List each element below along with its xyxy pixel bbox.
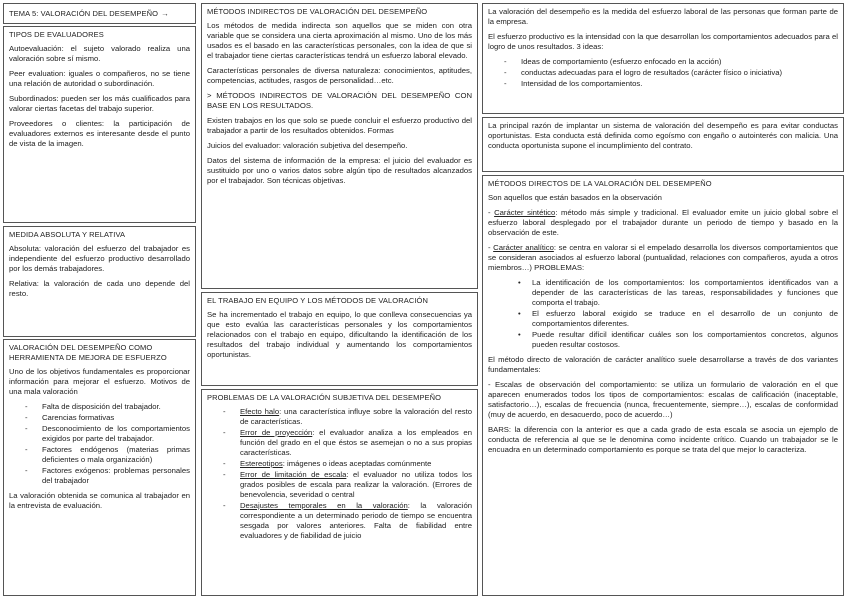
analitico-term: Carácter analítico: [493, 242, 554, 252]
indirectos-title: MÉTODOS INDIRECTOS DE VALORACIÓN DEL DESEMPEÑO: [207, 7, 428, 16]
problemas-box: [201, 389, 478, 596]
list-item: [207, 501, 472, 541]
tipos-p1: Autoevaluación: el sujeto valorado realiza una valoración sobre sí mismo.: [9, 43, 190, 63]
analitico-problemas-list: [488, 278, 838, 350]
list-item: - Factores endógenos (materias primas deficientes o mala organización): [9, 445, 190, 465]
sintetico-text: : método más simple y tradicional. El evaluador emite un juicio global sobre el esfuerzo laboral desplegado por el trabajador durante un periodo de tiempo y basado en la observación de este.: [488, 207, 838, 237]
tipos-p2: Peer evaluation: iguales o compañeros, no se tiene una relación de autoridad o subordinación.: [9, 68, 190, 88]
directos-p2: El método directo de valoración de carácter analítico suele desarrollarse a través de dos variantes fundamentales:: [488, 354, 838, 374]
problemas-title: PROBLEMAS DE LA VALORACIÓN SUBJETIVA DEL DESEMPEÑO: [207, 393, 442, 402]
problema-term: Error de proyección: [240, 427, 313, 437]
problema-term: Estereotipos: [240, 458, 283, 468]
list-item: - conductas adecuadas para el logro de resultados (carácter físico o iniciativa): [488, 68, 838, 78]
analitico-paragraph: - Carácter analítico: se centra en valorar si el empelado desarrolla los diversos comportamientos que se consideran asociados al esfuerzo laboral (puntualidad, relaciones con compañeros, ayuda a otros miembros…) PROBLEMAS:: [488, 242, 838, 272]
medida-p1: Absoluta: valoración del esfuerzo del trabajador es independiente del esfuerzo productivo desarrollado por los demás trabajadores.: [9, 243, 190, 273]
sintetico-paragraph: - Carácter sintético: método más simple y tradicional. El evaluador emite un juicio global sobre el esfuerzo laboral desplegado por el trabajador durante un periodo de tiempo y basado en la observación de este.: [488, 207, 838, 237]
razon-p1: La principal razón de implantar un sistema de valoración del desempeño es para evitar conductas oportunistas. Esta conducta está definida como egoísmo con engaño o autointerés con malicia. Una conducta oportunista supone el incumplimiento del contrato.: [488, 121, 838, 150]
problema-text: : la valoración correspondiente a un determinado periodo de tiempo se encuentra sesgada por valores anteriores. Falta de fiabilidad entre evaluadores y de fiabilidad de juicio: [240, 500, 472, 540]
herramienta-title: VALORACIÓN DEL DESEMPEÑO COMO HERRAMIENTA DE MEJORA DE ESFUERZO: [9, 343, 167, 362]
indirectos-p3: > MÉTODOS INDIRECTOS DE VALORACIÓN DEL DESEMPEÑO CON BASE EN LOS RESULTADOS.: [207, 90, 472, 110]
problema-text: : una característica influye sobre la valoración del resto de características.: [240, 406, 472, 426]
list-item: • El esfuerzo laboral exigido se traduce en el desarrollo de un conjunto de comportamientos diferentes.: [488, 309, 838, 329]
motivos-list: [9, 402, 190, 486]
indirectos-p5: Juicios del evaluador: valoración subjetiva del desempeño.: [207, 140, 408, 150]
list-item: - Intensidad de los comportamientos.: [488, 79, 838, 89]
tipos-evaluadores-box: [3, 26, 196, 223]
equipo-box: [201, 292, 478, 386]
problema-text: : imágenes o ideas aceptadas comúnmente: [282, 458, 432, 468]
indirectos-p4: Existen trabajos en los que solo se puede concluir el esfuerzo productivo del trabajador a partir de los resultados obtenidos. Formas: [207, 115, 472, 135]
problema-term: Error de limitación de escala: [240, 469, 347, 479]
list-item: - Ideas de comportamiento (esfuerzo enfocado en la acción): [488, 57, 838, 67]
medida-box: [3, 226, 196, 337]
list-item: [207, 470, 472, 500]
list-item: - Factores exógenos: problemas personales del trabajador: [9, 466, 190, 486]
list-item: • La identificación de los comportamientos: los comportamientos identificados van a depender de las características de las tareas, responsabilidades y funciones que comporta el trabajo.: [488, 278, 838, 308]
tema-title-box: [3, 3, 196, 24]
herramienta-box: [3, 339, 196, 596]
list-item: [207, 459, 472, 469]
list-item: [207, 428, 472, 458]
tipos-evaluadores-title: TIPOS DE EVALUADORES: [9, 30, 104, 39]
problema-text: : el evaluador no utiliza todos los grados posibles de escala para realizar la valoración. (Errores de benevolencia, severidad o central: [240, 469, 472, 499]
indirectos-p2: Características personales de diversa naturaleza: conocimientos, aptitudes, competencias, actitudes, rasgos de personalidad…etc.: [207, 65, 472, 85]
tema-title: TEMA 5: VALORACIÓN DEL DESEMPEÑO: [9, 9, 159, 18]
arrow-right-icon: →: [161, 9, 169, 18]
directos-p3: - Escalas de observación del comportamiento: se utiliza un formulario de valoración en el que aparecen enumerados todos los tipos de comportamientos: escalas de calificación (inaceptable, satisfactorio…), escalas de frecuencia (nunca, frecuentemente, siempre…), escalas de conformidad (muy de acuerdo, en desacuerdo, poco de acuerdo…): [488, 379, 838, 419]
directos-box: [482, 175, 844, 596]
list-item: [207, 407, 472, 427]
problema-text: : el evaluador analiza a los empleados en función del grado en el que éstos se asemejan o no a sus propias características.: [240, 427, 472, 457]
problema-term: Desajustes temporales en la valoración: [240, 500, 408, 510]
tipos-p4: Proveedores o clientes: la participación de evaluadores externos es interesante desde el punto de vista de la imagen.: [9, 118, 190, 148]
equipo-title: EL TRABAJO EN EQUIPO Y LOS MÉTODOS DE VALORACIÓN: [207, 296, 428, 305]
directos-p4: BARS: la diferencia con la anterior es que a cada grado de esta escala se asocia un ejemplo de conducta de referencia al que se le denomina como incidente crítico. Cuando un trabajador se le encuadra en un determinado comportamiento es porque se trata del que mejor lo caracteriza.: [488, 424, 838, 454]
indirectos-box: [201, 3, 478, 289]
directos-title: MÉTODOS DIRECTOS DE LA VALORACIÓN DEL DESEMPEÑO: [488, 179, 712, 188]
indirectos-p1: Los métodos de medida indirecta son aquellos que se miden con otra variable que se considera una cierta aproximación al mismo. Uno de los más usados es el basado en las características personales, con la idea de que si el trabajador tiene ciertas características tendrá un esfuerzo laboral elevado.: [207, 20, 472, 60]
list-item: - Desconocimiento de los comportamientos exigidos por parte del trabajador.: [9, 424, 190, 444]
razon-box: [482, 117, 844, 172]
list-item: - Falta de disposición del trabajador.: [9, 402, 190, 412]
definicion-p2: El esfuerzo productivo es la intensidad con la que desarrollan los comportamientos adecuados para el logro de unos resultados. 3 ideas:: [488, 32, 838, 51]
medida-title: MEDIDA ABSOLUTA Y RELATIVA: [9, 230, 126, 239]
definicion-box: [482, 3, 844, 114]
problema-term: Efecto halo: [240, 406, 280, 416]
indirectos-p6: Datos del sistema de información de la empresa: el juicio del evaluador es sustituido por uno o varios datos sobre algún tipo de resultados alcanzados por el trabajador. Son técnicas objetivas.: [207, 155, 472, 185]
problemas-list: [207, 407, 472, 541]
ideas-list: [488, 57, 838, 89]
sintetico-term: Carácter sintético: [494, 207, 556, 217]
tipos-p3: Subordinados: pueden ser los más cualificados para valorar ciertas facetas del trabajo superior.: [9, 93, 190, 113]
herramienta-p1: Uno de los objetivos fundamentales es proporcionar información para mejorar el esfuerzo. Motivos de una mala valoración: [9, 366, 190, 396]
medida-p2: Relativa: la valoración de cada uno depende del resto.: [9, 278, 190, 298]
directos-p1: Son aquellos que están basados en la observación: [488, 192, 662, 202]
list-item: - Carencias formativas: [9, 413, 190, 423]
herramienta-p2: La valoración obtenida se comunica al trabajador en la entrevista de evaluación.: [9, 490, 190, 510]
definicion-p1: La valoración del desempeño es la medida del esfuerzo laboral de las personas que forman parte de la empresa.: [488, 7, 838, 26]
analitico-text: : se centra en valorar si el empelado desarrolla los diversos comportamientos que se consideran asociados al esfuerzo laboral (puntualidad, relaciones con compañeros, ayuda a otros miembros…) PROBLEMAS:: [488, 242, 838, 272]
equipo-p1: Se ha incrementado el trabajo en equipo, lo que conlleva consecuencias ya que esto evalúa las características personales y los comportamientos relacionados con el trabajo en equipo, dificultando la identificación de los resultados del trabajo individual y aumentando los comportamientos oportunistas.: [207, 309, 472, 359]
list-item: • Puede resultar difícil identificar cuáles son los comportamientos concretos, algunos pueden resultar costosos.: [488, 330, 838, 350]
